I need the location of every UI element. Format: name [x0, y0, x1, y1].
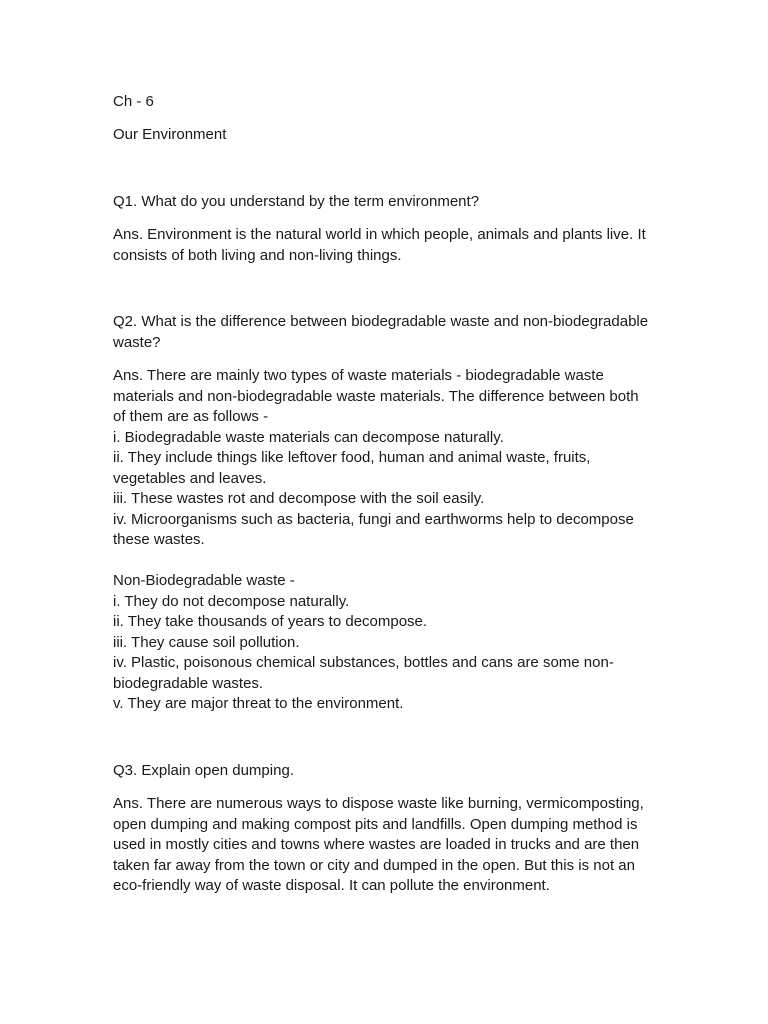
- list-line: iii. They cause soil pollution.: [113, 633, 300, 651]
- answer-2: [113, 366, 658, 551]
- non-biodegradable-list: [113, 571, 658, 715]
- answer-1: [113, 225, 658, 266]
- answer-line: eco-friendly way of waste disposal. It can pollute the environment.: [113, 877, 550, 894]
- chapter-label: Ch - 6: [113, 93, 154, 110]
- list-line: Non-Biodegradable waste -: [113, 572, 295, 589]
- answer-line: iv. Microorganisms such as bacteria, fungi and earthworms help to decompose: [113, 510, 634, 528]
- answer-3: [113, 794, 658, 897]
- list-line: v. They are major threat to the environment.: [113, 695, 404, 712]
- answer-line: consists of both living and non-living things.: [113, 246, 402, 264]
- list-line: ii. They take thousands of years to decompose.: [113, 613, 428, 630]
- answer-line: of them are as follows -: [113, 408, 269, 425]
- answer-line: vegetables and leaves.: [113, 469, 267, 487]
- answer-line: ii. They include things like leftover food, human and animal waste, fruits,: [113, 449, 591, 466]
- list-line: biodegradable wastes.: [113, 674, 264, 692]
- answer-line: these wastes.: [113, 531, 205, 548]
- question-line: Q2. What is the difference between biodegradable waste and non-biodegradable: [113, 313, 649, 330]
- answer-line: Ans. There are mainly two types of waste materials - biodegradable waste: [113, 367, 604, 384]
- list-line: i. They do not decompose naturally.: [113, 592, 350, 610]
- question-3: Q3. Explain open dumping.: [113, 762, 294, 779]
- answer-line: used in mostly cities and towns where wastes are loaded in trucks and are then: [113, 836, 640, 853]
- answer-line: materials and non-biodegradable waste materials. The difference between both: [113, 387, 639, 405]
- question-1: Q1. What do you understand by the term environment?: [113, 193, 480, 210]
- answer-line: i. Biodegradable waste materials can decompose naturally.: [113, 428, 504, 446]
- answer-line: Ans. Environment is the natural world in which people, animals and plants live. It: [113, 226, 646, 243]
- question-2: [113, 312, 658, 353]
- answer-line: Ans. There are numerous ways to dispose waste like burning, vermicomposting,: [113, 795, 644, 812]
- list-line: iv. Plastic, poisonous chemical substances, bottles and cans are some non-: [113, 654, 614, 671]
- page-title: Our Environment: [113, 126, 227, 143]
- answer-line: open dumping and making compost pits and landfills. Open dumping method is: [113, 815, 638, 833]
- answer-line: taken far away from the town or city and dumped in the open. But this is not an: [113, 856, 635, 874]
- answer-line: iii. These wastes rot and decompose with the soil easily.: [113, 490, 485, 507]
- question-line: waste?: [113, 333, 161, 351]
